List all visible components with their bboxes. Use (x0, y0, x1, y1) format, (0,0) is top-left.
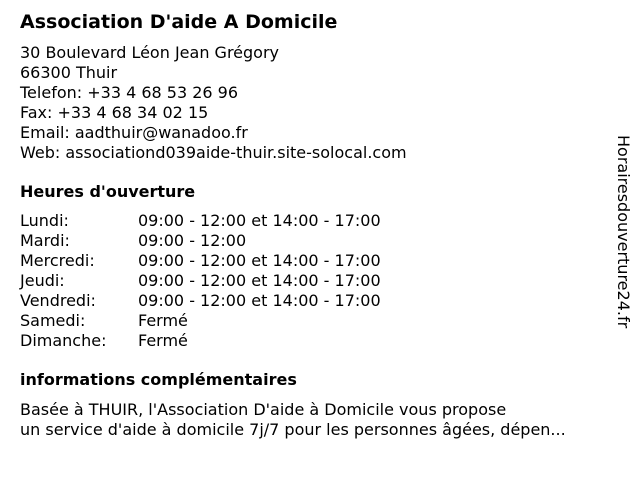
hours-title: Heures d'ouverture (20, 182, 196, 201)
address-street: 30 Boulevard Léon Jean Grégory (20, 43, 279, 62)
business-name: Association D'aide A Domicile (20, 11, 338, 33)
hours-row (20, 331, 620, 351)
hours-time: 09:00 - 12:00 et 14:00 - 17:00 (138, 291, 381, 310)
info-line: un service d'aide à domicile 7j/7 pour les personnes âgées, dépen... (20, 420, 566, 439)
hours-day: Jeudi: (20, 271, 65, 290)
watermark (613, 135, 633, 373)
hours-time: Fermé (138, 311, 188, 330)
hours-day: Mercredi: (20, 251, 95, 270)
hours-row (20, 311, 620, 331)
website: Web: associationd039aide-thuir.site-solocal.com (20, 143, 407, 162)
fax-number: Fax: +33 4 68 34 02 15 (20, 103, 209, 122)
hours-time: Fermé (138, 331, 188, 350)
hours-day: Mardi: (20, 231, 70, 250)
info-line: Basée à THUIR, l'Association D'aide à Domicile vous propose (20, 400, 507, 419)
hours-day: Vendredi: (20, 291, 96, 310)
address-city: 66300 Thuir (20, 63, 118, 82)
hours-row (20, 291, 620, 311)
phone-number: Telefon: +33 4 68 53 26 96 (20, 83, 239, 102)
hours-row (20, 211, 620, 231)
business-card (20, 10, 620, 440)
watermark-text: Horairesdouverture24.fr (614, 135, 633, 329)
hours-day: Dimanche: (20, 331, 107, 350)
info-text (20, 400, 620, 440)
hours-day: Lundi: (20, 211, 69, 230)
hours-time: 09:00 - 12:00 (138, 231, 247, 250)
hours-time: 09:00 - 12:00 et 14:00 - 17:00 (138, 211, 381, 230)
hours-time: 09:00 - 12:00 et 14:00 - 17:00 (138, 271, 381, 290)
hours-time: 09:00 - 12:00 et 14:00 - 17:00 (138, 251, 381, 270)
hours-row (20, 251, 620, 271)
hours-table (20, 211, 620, 351)
hours-row (20, 231, 620, 251)
info-title: informations complémentaires (20, 370, 297, 389)
hours-row (20, 271, 620, 291)
hours-day: Samedi: (20, 311, 86, 330)
email-address: Email: aadthuir@wanadoo.fr (20, 123, 248, 142)
contact-block (20, 43, 620, 163)
